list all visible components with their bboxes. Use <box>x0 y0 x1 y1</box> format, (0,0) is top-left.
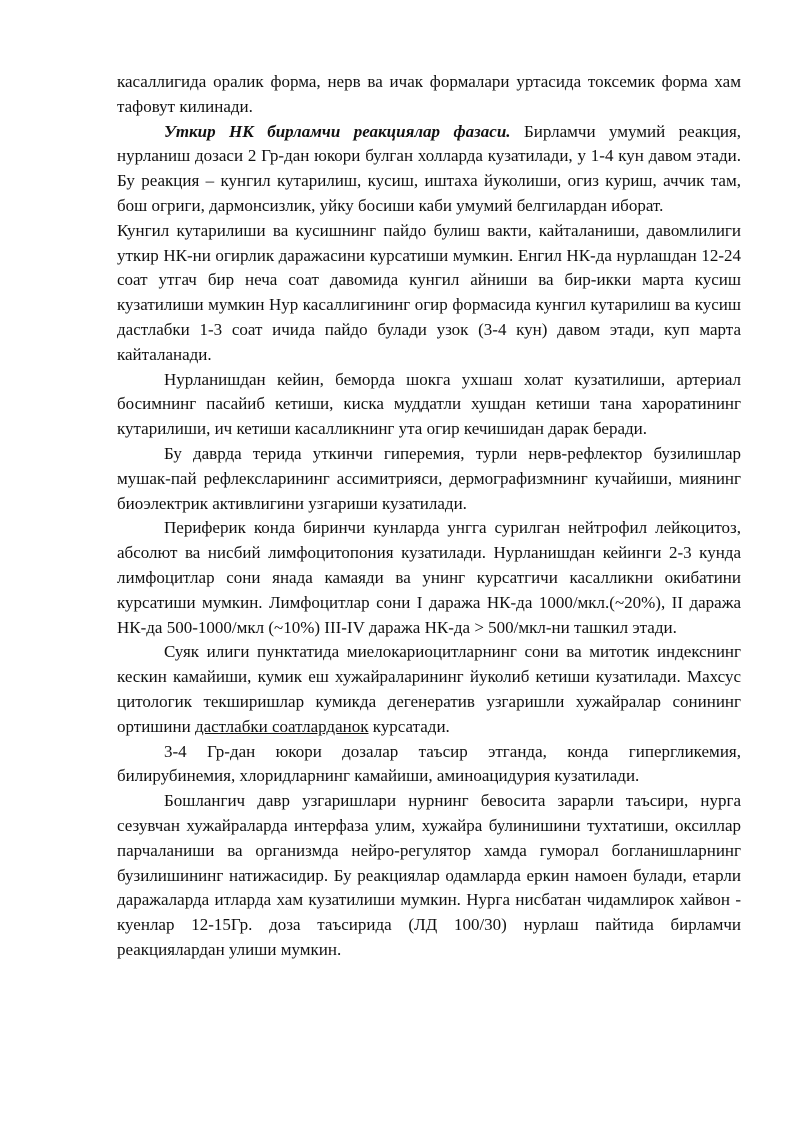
underlined-phrase: дастлабки соатларданок <box>194 716 369 736</box>
paragraph-9: Бошлангич давр узгаришлари нурнинг бевосита зарарли таъсири, нурга сезувчан хужайраларда интерфаза улим, хужайра булинишини тухтатиши, оксиллар парчаланиши ва организмда нейро-регулятор хамда гуморал богланишларнинг бузилишининг натижасидир. Бу реакциялар одамларда еркин намоен булади, етарли даражаларда итларда хам кузатилиши мумкин. Нурга нисбатан чидамлирок хайвон - куенлар 12-15Гр. доза таъсирида (ЛД 100/30) нурлаш пайтида бирламчи реакциялардан улиши мумкин. <box>117 791 741 959</box>
paragraph-8: 3-4 Гр-дан юкори дозалар таъсир этганда, конда гипергликемия, билирубинемия, хлоридларнинг камайиши, аминоацидурия кузатилади. <box>117 741 741 786</box>
document-page <box>117 70 741 963</box>
paragraph-7-text-start: Суяк илиги пунктатида миелокариоцитларнинг сони ва митотик индекснинг кескин камайиши, кумик еш хужайраларининг йуколиб кетиши кузатилади. Махсус цитологик текширишлар кумикда дегенератив узгаришли хужайралар сонининг ортишини <box>117 642 741 736</box>
paragraph-2-text: Бирламчи умумий реакция, нурланиш дозаси 2 Гр-дан юкори булган холларда кузатилади, у 1-4 кун давом этади. Бу реакция – кунгил кутарилиш, кусиш, иштаха йуколиши, огиз куриш, аччик там, бош огриги, дармонсизлик, уйку босиши каби умумий белгилардан иборат. <box>117 121 742 215</box>
paragraph-7-text-end: курсатади. <box>368 716 450 736</box>
paragraph-1: касаллигида оралик форма, нерв ва ичак формалари уртасида токсемик форма хам тафовут килинади. <box>117 72 741 116</box>
paragraph-7 <box>117 640 741 739</box>
section-heading-primary-reactions: Уткир НК бирламчи реакциялар фазаси. <box>164 121 511 141</box>
paragraph-5: Бу даврда терида уткинчи гиперемия, турли нерв-рефлектор бузилишлар мушак-пай рефлексларининг ассимитрияси, дермографизмнинг кучайиши, миянинг биоэлектрик активлигини узгариши кузатилади. <box>117 443 741 513</box>
paragraph-4: Нурланишдан кейин, беморда шокга ухшаш холат кузатилиши, артериал босимнинг пасайиб кетиши, киска муддатли хушдан кетиши тана хароратининг кутарилиши, ич кетиши касалликнинг ута огир кечишидан дарак беради. <box>117 369 741 439</box>
paragraph-2 <box>117 120 741 219</box>
paragraph-3: Кунгил кутарилиши ва кусишнинг пайдо булиш вакти, кайталаниши, давомлилиги уткир НК-ни огирлик даражасини курсатиши мумкин. Енгил НК-да нурлашдан 12-24 соат утгач бир неча соат давомида кунгил айниши ва бир-икки марта кусиш кузатилиши мумкин Нур касаллигининг огир формасида кунгил кутарилиш ва кусиш дастлабки 1-3 соат ичида пайдо булади узок (3-4 кун) давом этади, куп марта кайталанади. <box>117 220 741 364</box>
paragraph-6: Периферик конда биринчи кунларда унгга сурилган нейтрофил лейкоцитоз, абсолют ва нисбий лимфоцитопония кузатилади. Нурланишдан кейинги 2-3 кунда лимфоцитлар сони янада камаяди ва унинг курсатгичи касалликни окибатини курсатиши мумкин. Лимфоцитлар сони I даража НК-да 1000/мкл.(~20%), II даража НК-да 500-1000/мкл (~10%) III-IV даража НК-да > 500/мкл-ни ташкил этади. <box>117 518 741 637</box>
